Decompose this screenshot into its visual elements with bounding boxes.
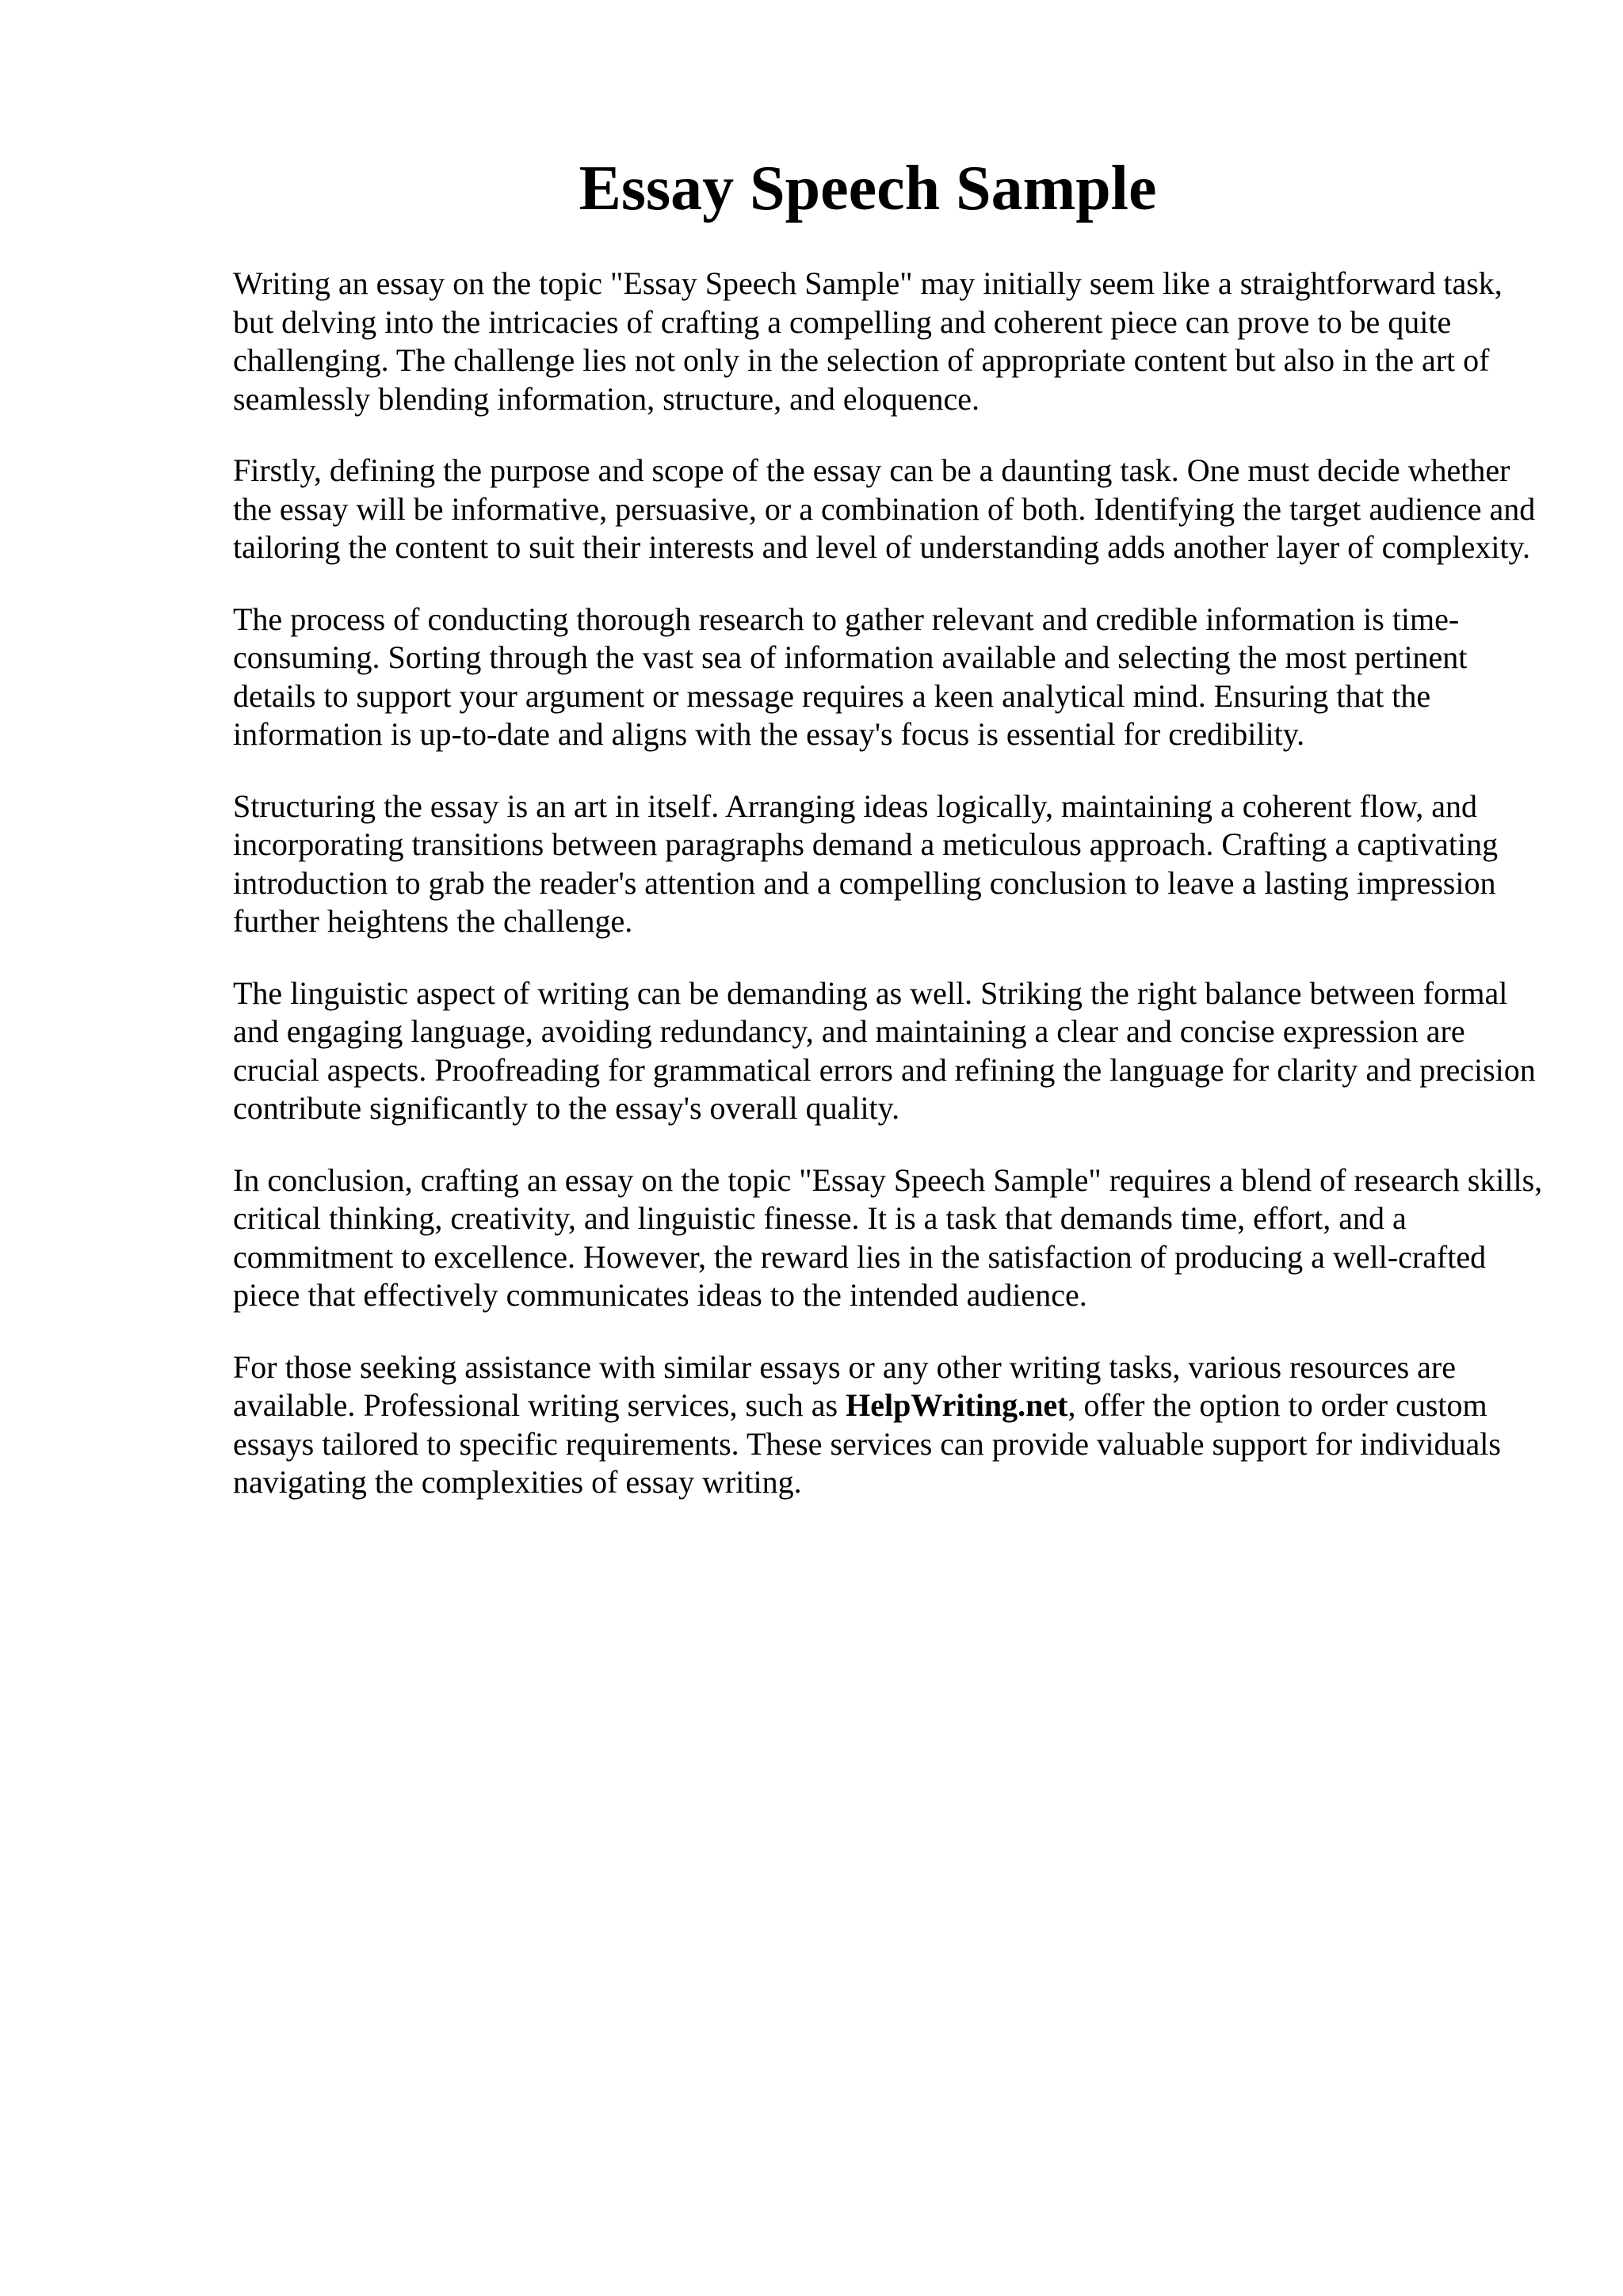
paragraph-research: The process of conducting thorough research to gather relevant and credible information is time-consuming. Sorting through the vast sea of information available and selecting the most pertinent details to support your argument or message requires a keen analytical mind. Ensuring that the information is up-to-date and aligns with the essay's focus is essential for credibility. [233, 601, 1468, 752]
paragraph-purpose: Firstly, defining the purpose and scope of the essay can be a daunting task. One must decide whether the essay will be informative, persuasive, or a combination of both. Identifying the target audience and tailoring the content to suit their interests and level of understanding adds another layer of complexity. [233, 452, 1536, 565]
paragraph-linguistic: The linguistic aspect of writing can be demanding as well. Striking the right balance between formal and engaging language, avoiding redundancy, and maintaining a clear and concise expression are crucial aspects. Proofreading for grammatical errors and refining the language for clarity and precision contribute significantly to the essay's overall quality. [233, 974, 1536, 1126]
document-body [233, 265, 1549, 1535]
resources-text-before-link: For those seeking assistance with similar essays or any other writing tasks, various resources are available. Professional writing services, such as [233, 1348, 1456, 1423]
paragraph-conclusion: In conclusion, crafting an essay on the topic "Essay Speech Sample" requires a blend of research skills, critical thinking, creativity, and linguistic finesse. It is a task that demands time, effort, and a commitment to excellence. However, the reward lies in the satisfaction of producing a well-crafted piece that effectively communicates ideas to the intended audience. [233, 1161, 1543, 1313]
paragraph-structure: Structuring the essay is an art in itself. Arranging ideas logically, maintaining a coherent flow, and incorporating transitions between paragraphs demand a meticulous approach. Crafting a captivating introduction to grab the reader's attention and a compelling conclusion to leave a lasting impression further heightens the challenge. [233, 788, 1499, 939]
resources-text-after-link: , offer the option to order custom essays tailored to specific requirements. These services can provide valuable support for individuals navigating the complexities of essay writing. [233, 1387, 1501, 1500]
paragraph-resources [233, 1348, 1549, 1502]
paragraph-intro: Writing an essay on the topic "Essay Speech Sample" may initially seem like a straightforward task, but delving into the intricacies of crafting a compelling and coherent piece can prove to be quite challenging. The challenge lies not only in the selection of appropriate content but also in the art of seamlessly blending information, structure, and eloquence. [233, 265, 1503, 417]
document-title: Essay Speech Sample [579, 154, 1157, 223]
helpwriting-link[interactable]: HelpWriting.net [846, 1387, 1068, 1423]
